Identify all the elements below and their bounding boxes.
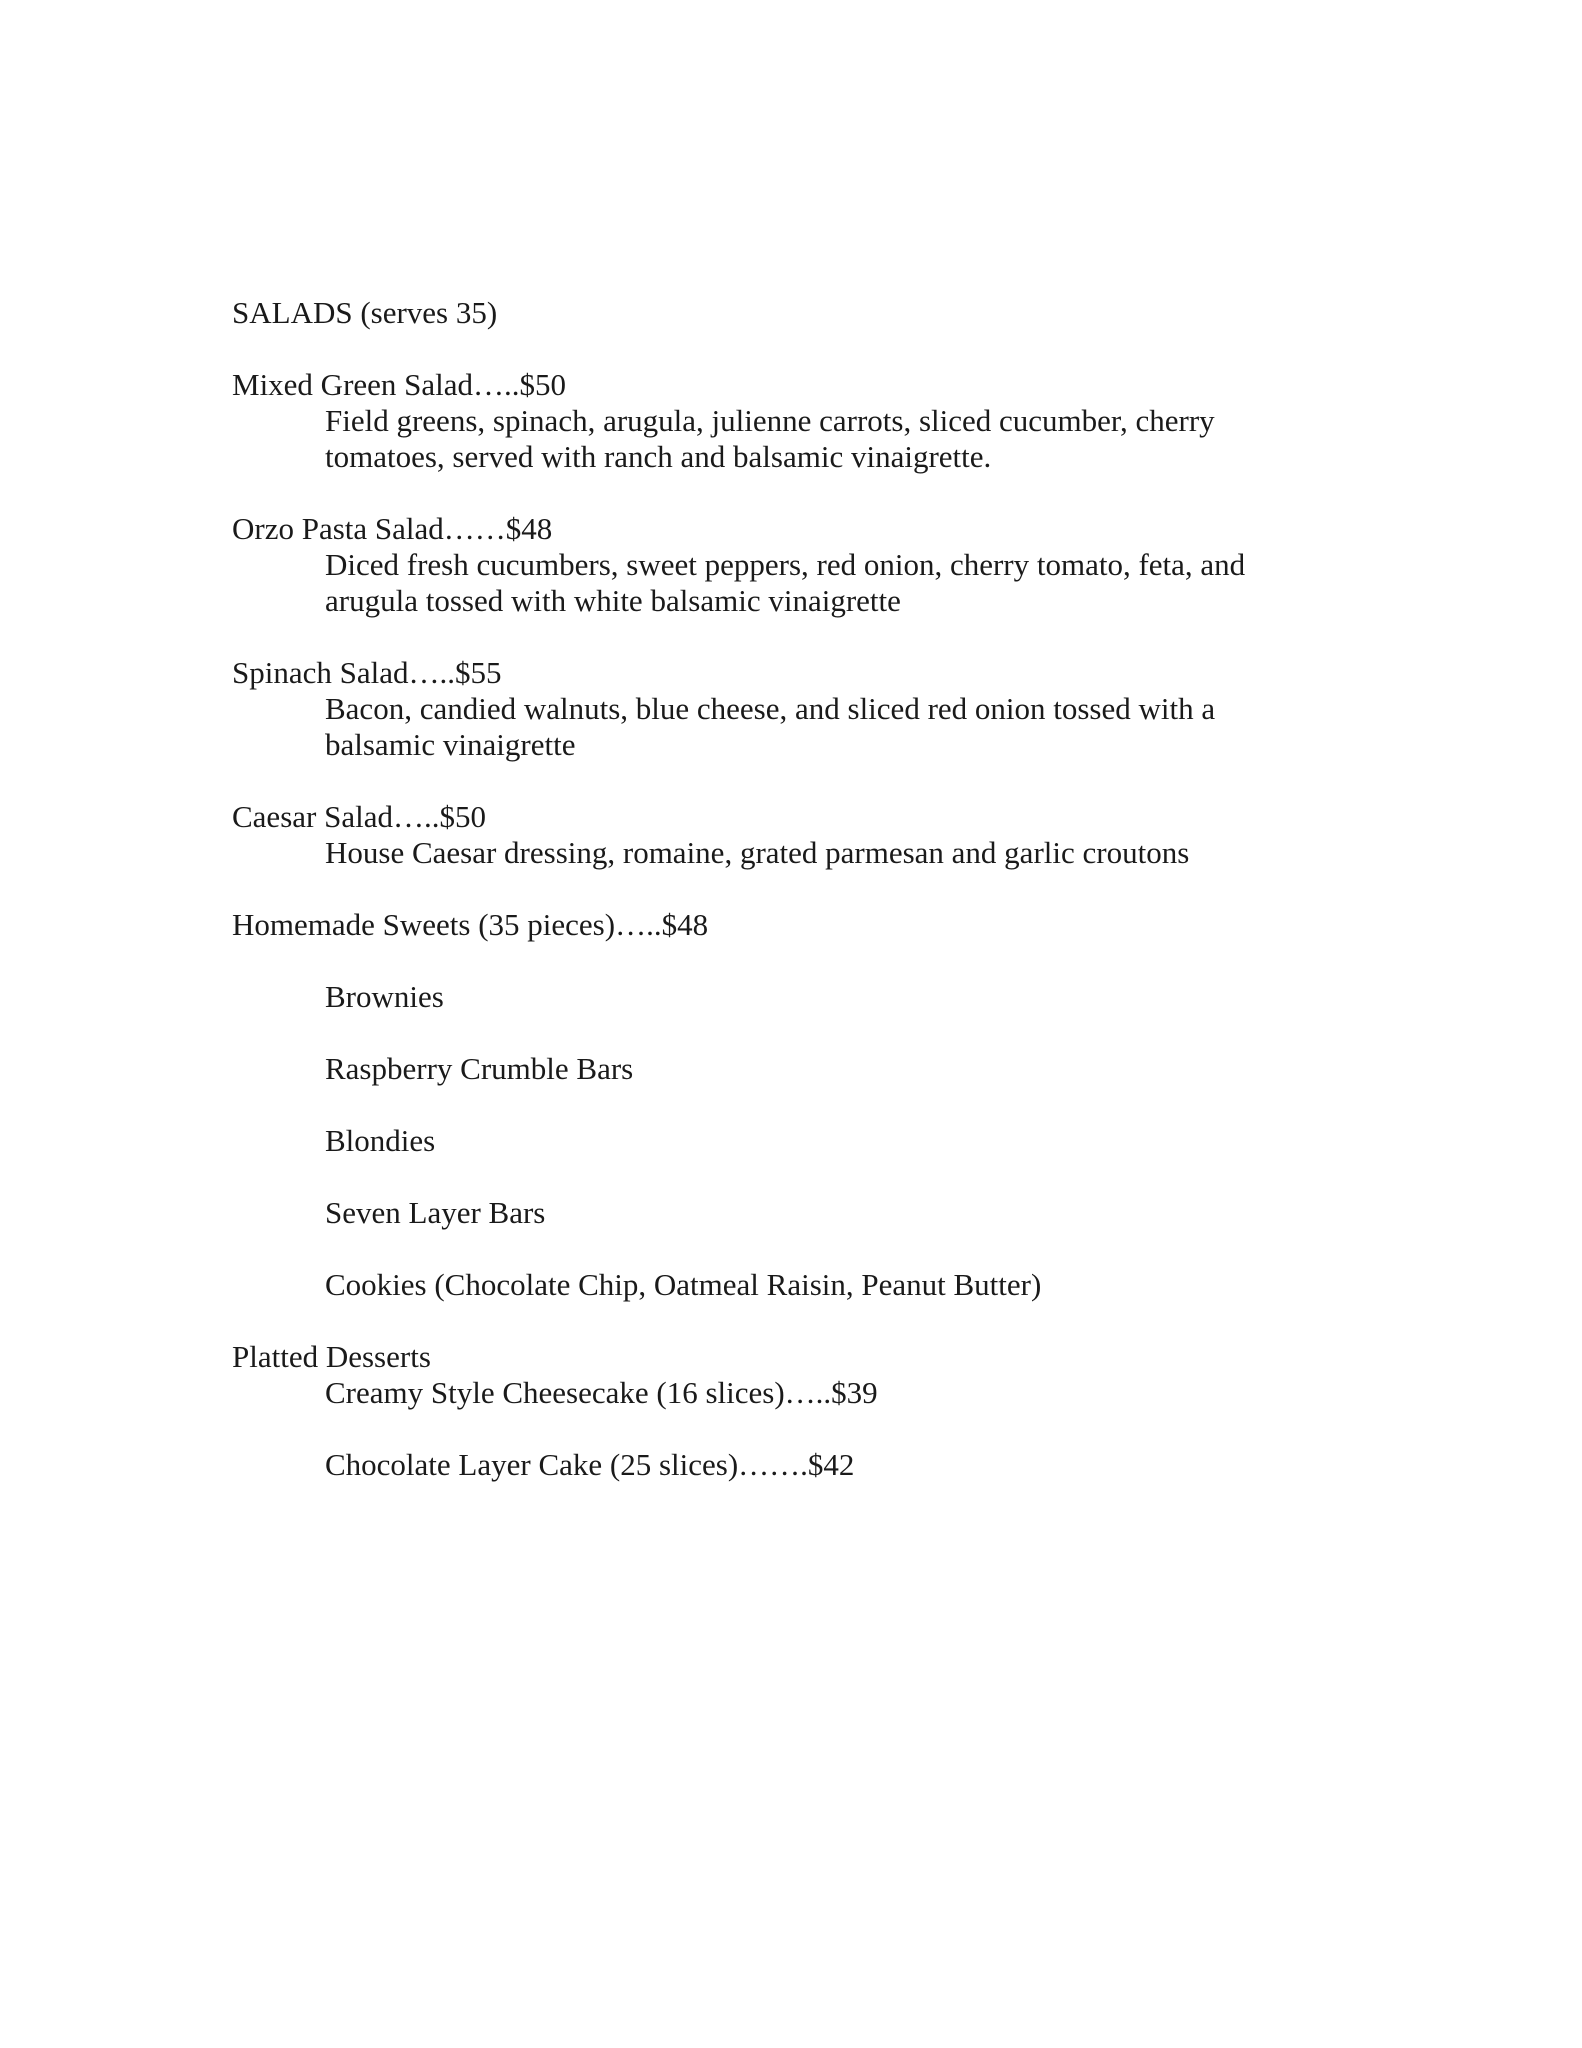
sweet-item-blondies: Blondies [325,1123,436,1158]
dessert-item-chocolate-layer-cake: Chocolate Layer Cake (25 slices)…….$42 [325,1447,855,1482]
salad-description: tomatoes, served with ranch and balsamic vinaigrette. [325,439,992,474]
sweet-item-raspberry-crumble-bars: Raspberry Crumble Bars [325,1051,634,1086]
salad-description: Field greens, spinach, arugula, julienne carrots, sliced cucumber, cherry [325,403,1215,438]
salad-description: Diced fresh cucumbers, sweet peppers, red onion, cherry tomato, feta, and [325,547,1246,582]
salad-title: Mixed Green Salad…..$50 [232,367,567,402]
salad-description: House Caesar dressing, romaine, grated parmesan and garlic croutons [325,835,1190,870]
sweet-item-cookies: Cookies (Chocolate Chip, Oatmeal Raisin, Peanut Butter) [325,1267,1042,1302]
dessert-item-cheesecake: Creamy Style Cheesecake (16 slices)…..$39 [325,1375,878,1410]
salad-item-spinach [232,655,1382,763]
menu-page [232,295,1382,1483]
salad-description: Bacon, candied walnuts, blue cheese, and sliced red onion tossed with a [325,691,1216,726]
salad-title: Caesar Salad…..$50 [232,799,486,834]
salad-description: arugula tossed with white balsamic vinaigrette [325,583,901,618]
salad-title: Orzo Pasta Salad……$48 [232,511,553,546]
desserts-heading: Platted Desserts [232,1339,431,1374]
sweets-heading: Homemade Sweets (35 pieces)…..$48 [232,907,709,942]
salad-item-orzo-pasta [232,511,1382,619]
salad-item-mixed-green [232,367,1382,475]
salad-title: Spinach Salad…..$55 [232,655,502,690]
salads-heading: SALADS (serves 35) [232,295,498,330]
salad-item-caesar [232,799,1382,871]
salad-description: balsamic vinaigrette [325,727,576,762]
sweet-item-seven-layer-bars: Seven Layer Bars [325,1195,546,1230]
sweet-item-brownies: Brownies [325,979,444,1014]
